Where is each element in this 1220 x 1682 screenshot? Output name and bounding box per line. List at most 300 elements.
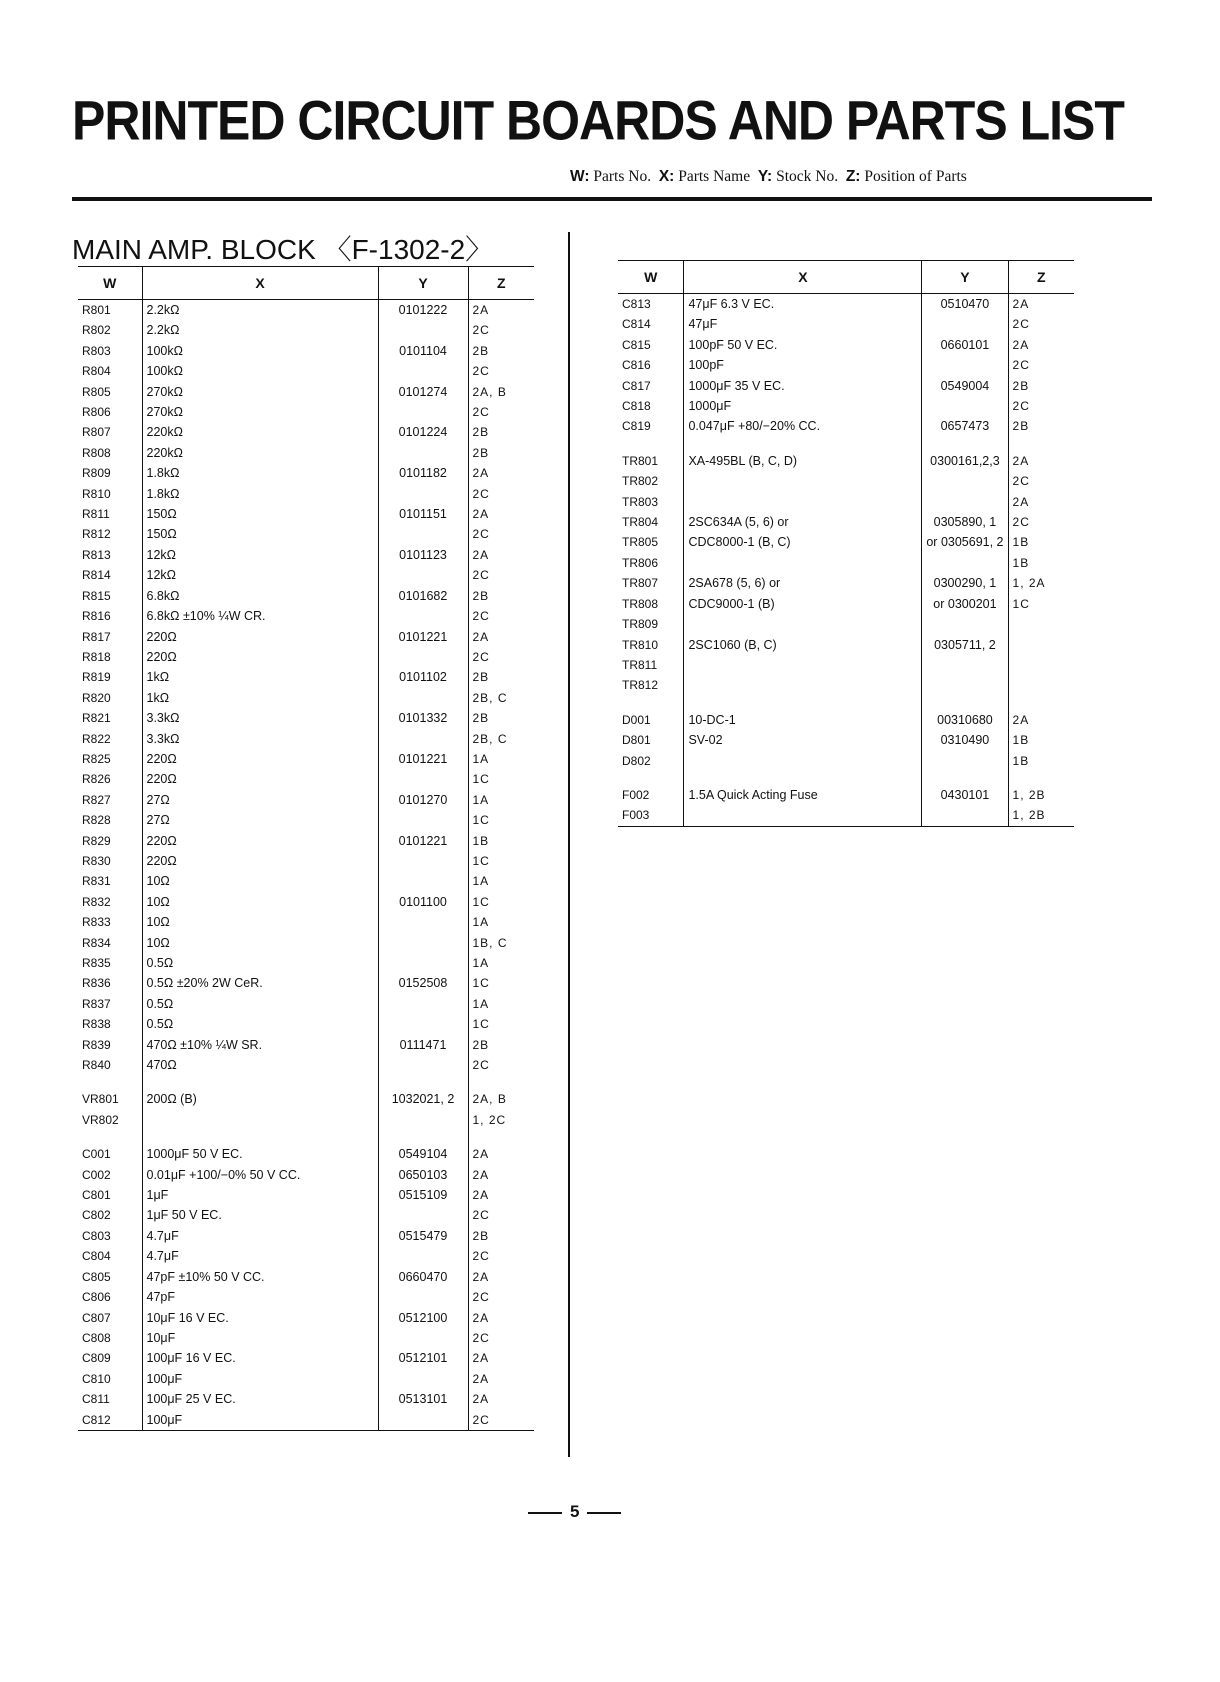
cell-z: 2A — [1008, 451, 1074, 471]
cell-y: 0305890, 1 — [922, 512, 1008, 532]
cell-z: 1A — [468, 953, 534, 973]
cell-x: 220Ω — [142, 647, 378, 667]
footer-dash-right — [587, 1512, 621, 1514]
table-row — [78, 504, 534, 524]
cell-x: 270kΩ — [142, 382, 378, 402]
cell-y — [378, 1287, 468, 1307]
table-row — [78, 1308, 534, 1328]
table-row — [78, 565, 534, 585]
table-row — [618, 355, 1074, 375]
cell-y — [378, 871, 468, 891]
table-row — [78, 1287, 534, 1307]
cell-y — [378, 1410, 468, 1431]
cell-w: F002 — [622, 787, 650, 802]
cell-w: R820 — [82, 690, 111, 705]
cell-x: CDC8000-1 (B, C) — [684, 532, 922, 552]
cell-w: C803 — [82, 1228, 111, 1243]
cell-y: 0101221 — [378, 749, 468, 769]
cell-x: 220Ω — [142, 831, 378, 851]
cell-z: 2C — [468, 1246, 534, 1266]
cell-x: 2SC1060 (B, C) — [684, 635, 922, 655]
cell-y: 0657473 — [922, 416, 1008, 436]
cell-y: 0549104 — [378, 1144, 468, 1164]
cell-z: 2B — [468, 422, 534, 442]
column-header-z: Z — [1008, 261, 1074, 294]
cell-y — [378, 361, 468, 381]
legend-text-x: Parts Name — [678, 168, 751, 185]
cell-w: TR810 — [622, 637, 659, 652]
cell-y: 0101221 — [378, 627, 468, 647]
cell-w: C813 — [622, 297, 651, 311]
cell-z: 2B — [468, 1035, 534, 1055]
table-row — [618, 471, 1074, 491]
cell-x: 100μF 16 V EC. — [142, 1348, 378, 1368]
cell-z: 1C — [468, 810, 534, 830]
cell-z: 1B, C — [468, 933, 534, 953]
cell-x: 47pF ±10% 50 V CC. — [142, 1267, 378, 1287]
table-row — [78, 729, 534, 749]
cell-y — [378, 729, 468, 749]
cell-w: R804 — [82, 364, 111, 379]
cell-x: 200Ω (B) — [142, 1089, 378, 1109]
cell-y: 0512100 — [378, 1308, 468, 1328]
parts-table-left-body — [78, 300, 534, 1431]
parts-table-right — [618, 260, 1074, 827]
column-header-y: Y — [922, 261, 1008, 294]
table-row — [78, 892, 534, 912]
cell-w: R832 — [82, 894, 111, 909]
cell-z: 1C — [468, 851, 534, 871]
cell-y — [378, 933, 468, 953]
table-row — [78, 953, 534, 973]
table-row — [78, 912, 534, 932]
cell-y — [378, 647, 468, 667]
cell-y — [378, 1205, 468, 1225]
cell-y — [378, 565, 468, 585]
cell-x: 27Ω — [142, 790, 378, 810]
cell-z: 1, 2B — [1008, 805, 1074, 826]
cell-z: 1B — [1008, 751, 1074, 771]
cell-x: 100μF — [142, 1410, 378, 1431]
cell-w — [618, 696, 684, 710]
cell-w: R826 — [82, 772, 111, 787]
cell-x: CDC9000-1 (B) — [684, 594, 922, 614]
cell-z: 2B — [468, 341, 534, 361]
table-row — [618, 730, 1074, 750]
legend-text-y: Stock No. — [776, 168, 839, 185]
cell-z: 2C — [468, 1287, 534, 1307]
table-row — [618, 594, 1074, 614]
table-row — [618, 437, 1074, 451]
cell-y: 0512101 — [378, 1348, 468, 1368]
cell-w: D802 — [622, 753, 651, 768]
cell-w: R833 — [82, 915, 111, 930]
cell-w: C001 — [82, 1147, 111, 1162]
table-row — [78, 484, 534, 504]
cell-y: 0515109 — [378, 1185, 468, 1205]
cell-w: C804 — [82, 1249, 111, 1264]
table-row — [78, 1185, 534, 1205]
cell-x: 1kΩ — [142, 688, 378, 708]
cell-y — [922, 771, 1008, 785]
cell-z: 1A — [468, 790, 534, 810]
cell-y — [378, 320, 468, 340]
cell-z: 2C — [468, 1328, 534, 1348]
table-row — [78, 463, 534, 483]
legend-key-z: Z: — [845, 168, 861, 185]
cell-x: 270kΩ — [142, 402, 378, 422]
table-row — [618, 376, 1074, 396]
cell-w: C817 — [622, 378, 651, 393]
cell-z: 2A — [1008, 294, 1074, 315]
cell-z: 1B — [468, 831, 534, 851]
cell-x: 1000μF 50 V EC. — [142, 1144, 378, 1164]
cell-w: TR808 — [622, 596, 659, 611]
cell-z — [468, 1075, 534, 1089]
cell-y — [922, 696, 1008, 710]
cell-x: 2SC634A (5, 6) or — [684, 512, 922, 532]
cell-x: 0.5Ω — [142, 994, 378, 1014]
cell-z: 2A — [468, 300, 534, 321]
cell-w: C810 — [82, 1371, 111, 1386]
cell-w: R810 — [82, 486, 111, 501]
cell-x: 1kΩ — [142, 667, 378, 687]
cell-z: 2A — [468, 1389, 534, 1409]
cell-x — [684, 655, 922, 675]
table-row — [618, 696, 1074, 710]
table-row — [618, 396, 1074, 416]
cell-y: 0515479 — [378, 1226, 468, 1246]
column-header-w: W — [78, 267, 142, 300]
cell-z: 2C — [468, 1055, 534, 1075]
cell-x: 100pF — [684, 355, 922, 375]
table-row — [78, 382, 534, 402]
cell-x: 100μF — [142, 1369, 378, 1389]
cell-x — [684, 805, 922, 826]
cell-z: 2B, C — [468, 729, 534, 749]
cell-w: TR804 — [622, 515, 659, 530]
cell-w: C805 — [82, 1269, 111, 1284]
cell-z: 2C — [468, 524, 534, 544]
column-header-w: W — [618, 261, 684, 294]
cell-z: 2A — [468, 1144, 534, 1164]
cell-x: 4.7μF — [142, 1246, 378, 1266]
cell-y — [378, 1055, 468, 1075]
cell-w: R812 — [82, 527, 111, 542]
cell-y — [922, 751, 1008, 771]
page-footer — [520, 1502, 629, 1522]
cell-z: 2A — [468, 1165, 534, 1185]
cell-x: 10μF — [142, 1328, 378, 1348]
cell-y — [378, 484, 468, 504]
table-row — [78, 443, 534, 463]
table-row — [78, 1089, 534, 1109]
cell-w: R827 — [82, 792, 111, 807]
cell-z: 2A — [1008, 335, 1074, 355]
cell-w: C816 — [622, 358, 651, 373]
cell-x: 3.3kΩ — [142, 729, 378, 749]
cell-z: 2C — [468, 647, 534, 667]
cell-y: 0513101 — [378, 1389, 468, 1409]
cell-w: R829 — [82, 833, 111, 848]
cell-y: 0300290, 1 — [922, 573, 1008, 593]
cell-z: 2A — [468, 1267, 534, 1287]
cell-x — [142, 1130, 378, 1144]
cell-w: R802 — [82, 323, 111, 338]
cell-y: 0101274 — [378, 382, 468, 402]
cell-x — [142, 1110, 378, 1130]
cell-y — [922, 437, 1008, 451]
table-row — [618, 655, 1074, 675]
cell-x: 150Ω — [142, 504, 378, 524]
cell-y: 0101332 — [378, 708, 468, 728]
table-row — [78, 647, 534, 667]
cell-w: R838 — [82, 1017, 111, 1032]
table-row — [618, 710, 1074, 730]
cell-w: C807 — [82, 1310, 111, 1325]
table-row — [78, 1328, 534, 1348]
table-row — [78, 1165, 534, 1185]
cell-w: C814 — [622, 317, 651, 332]
column-header-z: Z — [468, 267, 534, 300]
cell-y: 0305711, 2 — [922, 635, 1008, 655]
cell-y: 0510470 — [922, 294, 1008, 315]
cell-y — [378, 1130, 468, 1144]
cell-z: 2C — [468, 484, 534, 504]
cell-x: 47pF — [142, 1287, 378, 1307]
table-row — [78, 1369, 534, 1389]
table-row — [618, 635, 1074, 655]
cell-x: 0.5Ω — [142, 953, 378, 973]
cell-x: SV-02 — [684, 730, 922, 750]
table-row — [78, 627, 534, 647]
cell-z — [1008, 771, 1074, 785]
cell-x: 6.8kΩ ±10% ¼W CR. — [142, 606, 378, 626]
cell-y: 0152508 — [378, 973, 468, 993]
cell-w: D001 — [622, 712, 651, 727]
cell-y: 0310490 — [922, 730, 1008, 750]
legend-key-x: X: — [658, 168, 675, 185]
legend-text-z: Position of Parts — [864, 168, 967, 185]
cell-z: 1, 2A — [1008, 573, 1074, 593]
table-row — [78, 667, 534, 687]
cell-z: 2A — [468, 463, 534, 483]
cell-y — [922, 492, 1008, 512]
cell-w: VR801 — [82, 1092, 119, 1107]
cell-y: 0101270 — [378, 790, 468, 810]
cell-z: 2B — [468, 586, 534, 606]
cell-x: 0.5Ω ±20% 2W CeR. — [142, 973, 378, 993]
cell-w: R831 — [82, 874, 111, 889]
table-row — [78, 1226, 534, 1246]
cell-z: 2A — [468, 504, 534, 524]
cell-x: 0.5Ω — [142, 1014, 378, 1034]
cell-w: R834 — [82, 935, 111, 950]
table-row — [78, 341, 534, 361]
cell-z — [468, 1130, 534, 1144]
cell-z: 2B — [468, 443, 534, 463]
cell-x: 150Ω — [142, 524, 378, 544]
cell-w: R807 — [82, 425, 111, 440]
cell-z — [1008, 675, 1074, 695]
parts-table-left — [78, 266, 534, 1431]
cell-x: 4.7μF — [142, 1226, 378, 1246]
cell-z: 2A — [468, 545, 534, 565]
table-row — [618, 335, 1074, 355]
table-row — [78, 1389, 534, 1409]
cell-w: C811 — [82, 1392, 110, 1407]
legend-key-w: W: — [570, 168, 590, 185]
table-row — [78, 994, 534, 1014]
cell-x: 1μF 50 V EC. — [142, 1205, 378, 1225]
cell-y — [922, 355, 1008, 375]
cell-x: 100pF 50 V EC. — [684, 335, 922, 355]
cell-z: 1C — [1008, 594, 1074, 614]
cell-w: R819 — [82, 670, 111, 685]
cell-x: XA-495BL (B, C, D) — [684, 451, 922, 471]
table-row — [618, 532, 1074, 552]
cell-w: R803 — [82, 343, 111, 358]
cell-z: 2C — [468, 1410, 534, 1431]
cell-y: 0101682 — [378, 586, 468, 606]
cell-y — [378, 912, 468, 932]
cell-z: 2B — [468, 667, 534, 687]
cell-z: 2A, B — [468, 382, 534, 402]
cell-y: 0101224 — [378, 422, 468, 442]
cell-x — [142, 1075, 378, 1089]
cell-w — [78, 1130, 142, 1144]
cell-z: 2A — [1008, 492, 1074, 512]
cell-y — [922, 553, 1008, 573]
cell-y — [378, 1110, 468, 1130]
cell-x: 3.3kΩ — [142, 708, 378, 728]
cell-z: 2B, C — [468, 688, 534, 708]
cell-z: 2A — [468, 1308, 534, 1328]
cell-y: 0300161,2,3 — [922, 451, 1008, 471]
cell-x: 1μF — [142, 1185, 378, 1205]
cell-y: 1032021, 2 — [378, 1089, 468, 1109]
cell-x: 220Ω — [142, 749, 378, 769]
cell-y — [378, 1328, 468, 1348]
column-header-x: X — [684, 261, 922, 294]
cell-y: 0101221 — [378, 831, 468, 851]
table-row — [618, 614, 1074, 634]
table-row — [78, 973, 534, 993]
cell-z: 1A — [468, 912, 534, 932]
cell-y — [378, 524, 468, 544]
cell-z: 1C — [468, 769, 534, 789]
table-row — [618, 771, 1074, 785]
cell-y: 0430101 — [922, 785, 1008, 805]
cell-x — [684, 614, 922, 634]
cell-y: 0101123 — [378, 545, 468, 565]
cell-w: R840 — [82, 1058, 111, 1073]
cell-y — [378, 953, 468, 973]
cell-y — [378, 1075, 468, 1089]
cell-y — [378, 443, 468, 463]
cell-z: 1A — [468, 994, 534, 1014]
cell-y — [378, 769, 468, 789]
cell-w: C815 — [622, 337, 651, 352]
cell-z: 1B — [1008, 553, 1074, 573]
cell-y: or 0300201 — [922, 594, 1008, 614]
cell-y: 0660101 — [922, 335, 1008, 355]
cell-x — [684, 771, 922, 785]
cell-x: 1.8kΩ — [142, 484, 378, 504]
table-row — [78, 831, 534, 851]
cell-x: 220Ω — [142, 627, 378, 647]
table-row — [618, 785, 1074, 805]
cell-w: R828 — [82, 813, 111, 828]
cell-x: 470Ω ±10% ¼W SR. — [142, 1035, 378, 1055]
cell-w: F003 — [618, 805, 684, 826]
table-row — [618, 314, 1074, 334]
table-row — [618, 294, 1074, 315]
cell-y: 0549004 — [922, 376, 1008, 396]
column-header-y: Y — [378, 267, 468, 300]
cell-z: 2C — [468, 361, 534, 381]
column-divider — [568, 232, 570, 1457]
cell-y — [378, 994, 468, 1014]
table-row — [78, 749, 534, 769]
cell-w: R835 — [82, 956, 111, 970]
cell-w: C812 — [78, 1410, 142, 1431]
cell-w: R806 — [82, 405, 111, 420]
cell-w: TR803 — [622, 494, 659, 509]
table-row — [78, 300, 534, 321]
cell-w: C809 — [82, 1351, 111, 1366]
cell-x: 2.2kΩ — [142, 300, 378, 321]
cell-y — [378, 1014, 468, 1034]
block-title: MAIN AMP. BLOCK 〈F-1302-2〉 — [72, 234, 494, 265]
cell-x: 220Ω — [142, 769, 378, 789]
cell-w: R808 — [82, 445, 111, 460]
cell-x: 12kΩ — [142, 545, 378, 565]
table-row — [78, 1055, 534, 1075]
cell-z: 2B — [468, 1226, 534, 1246]
table-row — [618, 451, 1074, 471]
table-row — [78, 606, 534, 626]
cell-w: TR805 — [622, 535, 659, 550]
table-row — [78, 708, 534, 728]
cell-x: 10μF 16 V EC. — [142, 1308, 378, 1328]
cell-x: 220kΩ — [142, 443, 378, 463]
header-rule — [72, 197, 1152, 201]
table-row — [78, 1144, 534, 1164]
cell-w: R830 — [82, 853, 111, 868]
cell-y — [378, 810, 468, 830]
cell-z: 2C — [1008, 512, 1074, 532]
cell-z: 2A — [1008, 710, 1074, 730]
cell-z: 1C — [468, 892, 534, 912]
cell-y: 0101104 — [378, 341, 468, 361]
cell-x: 27Ω — [142, 810, 378, 830]
cell-w: C818 — [622, 399, 651, 414]
table-row — [618, 805, 1074, 826]
cell-w: R816 — [82, 609, 111, 624]
table-row — [618, 512, 1074, 532]
cell-x: 1000μF — [684, 396, 922, 416]
cell-z: 2C — [1008, 314, 1074, 334]
cell-z: 1, 2C — [468, 1110, 534, 1130]
cell-y — [378, 402, 468, 422]
cell-x: 10Ω — [142, 871, 378, 891]
table-row — [78, 871, 534, 891]
table-row — [618, 553, 1074, 573]
cell-x: 1.5A Quick Acting Fuse — [684, 785, 922, 805]
cell-w: C802 — [82, 1208, 111, 1223]
cell-w: R814 — [82, 568, 111, 583]
